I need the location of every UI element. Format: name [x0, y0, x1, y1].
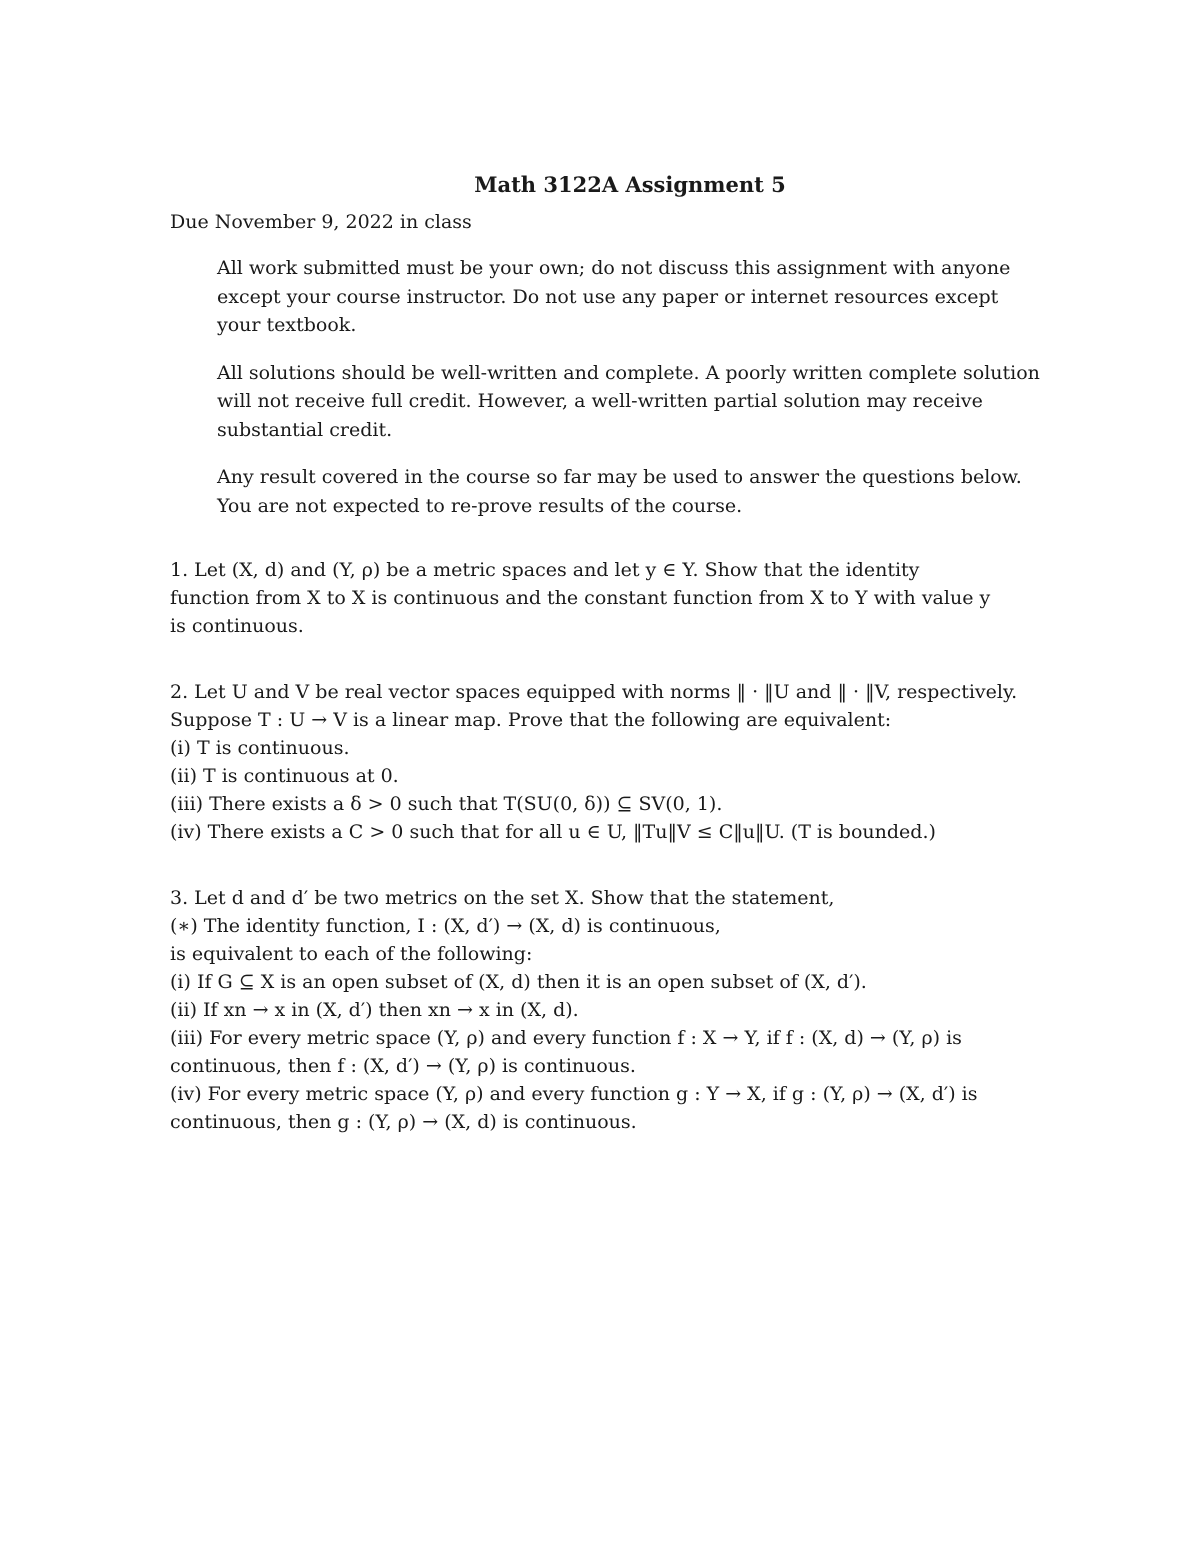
problem-line: (i) T is continuous. [170, 737, 350, 759]
problem-line: 2. Let U and V be real vector spaces equipped with norms ‖ · ‖U and ‖ · ‖V, respectively. [170, 681, 1018, 703]
instruction-note: Any result covered in the course so far may be used to answer the questions below. You are not expected to re-prove results of the course. [217, 466, 1022, 517]
problem-line: (iii) For every metric space (Y, ρ) and every function f : X → Y, if f : (X, d) → (Y, ρ) is [170, 1027, 962, 1049]
problem-line: 3. Let d and d′ be two metrics on the set X. Show that the statement, [170, 887, 835, 909]
instruction-note: All work submitted must be your own; do not discuss this assignment with anyone except your course instructor. Do not use any paper or internet resources except your textbook. [217, 257, 1011, 336]
problem-3 [170, 884, 1090, 1136]
problem-line: continuous, then f : (X, d′) → (Y, ρ) is continuous. [170, 1055, 636, 1077]
problem-line: continuous, then g : (Y, ρ) → (X, d) is continuous. [170, 1111, 637, 1133]
problem-line: Suppose T : U → V is a linear map. Prove that the following are equivalent: [170, 709, 892, 731]
problem-line: (∗) The identity function, I : (X, d′) → (X, d) is continuous, [170, 915, 721, 937]
problem-line: function from X to X is continuous and the constant function from X to Y with value y [170, 587, 991, 609]
problem-line: (iii) There exists a δ > 0 such that T(SU(0, δ)) ⊆ SV(0, 1). [170, 793, 723, 815]
instruction-note: All solutions should be well-written and complete. A poorly written complete solution will not receive full credit. However, a well-written partial solution may receive substantial credit. [217, 361, 1040, 441]
problem-line: is continuous. [170, 615, 304, 637]
problem-line: 1. Let (X, d) and (Y, ρ) be a metric spaces and let y ∈ Y. Show that the identity [170, 559, 920, 581]
due-date: Due November 9, 2022 in class [170, 211, 472, 233]
problem-line: (ii) T is continuous at 0. [170, 765, 399, 787]
problem-line: (iv) For every metric space (Y, ρ) and every function g : Y → X, if g : (Y, ρ) → (X, d′) is [170, 1083, 978, 1105]
problem-line: (iv) There exists a C > 0 such that for all u ∈ U, ‖Tu‖V ≤ C‖u‖U. (T is bounded.) [170, 821, 936, 843]
assignment-page [170, 170, 1090, 1136]
problem-line: (ii) If xn → x in (X, d′) then xn → x in (X, d). [170, 999, 579, 1021]
problem-2 [170, 678, 1090, 846]
instructions [170, 254, 1090, 520]
page-title: Math 3122A Assignment 5 [474, 172, 786, 197]
problem-line: is equivalent to each of the following: [170, 943, 533, 965]
problem-1 [170, 556, 1090, 640]
problem-line: (i) If G ⊆ X is an open subset of (X, d) then it is an open subset of (X, d′). [170, 971, 867, 993]
